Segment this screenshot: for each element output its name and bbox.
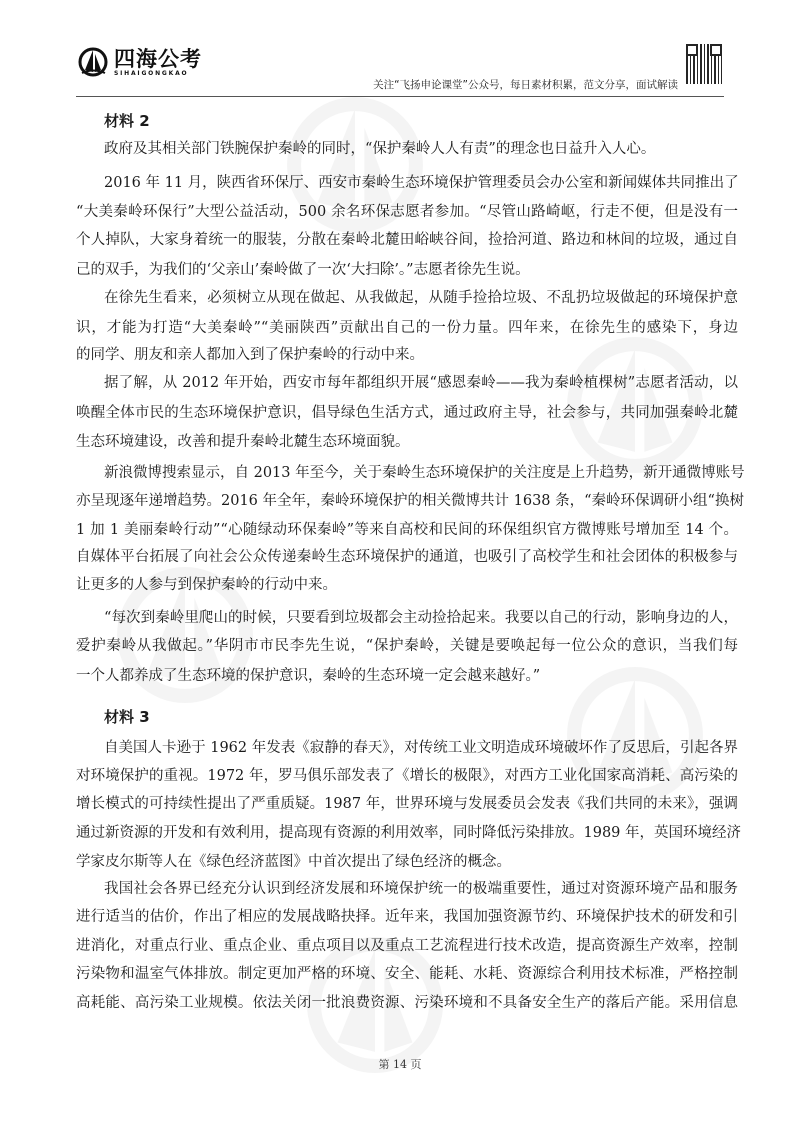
text-line: 唤醒全体市民的生态环境保护意识，倡导绿色生活方式，通过政府主导，社会参与，共同加强秦岭北麓 (76, 405, 738, 421)
logo-english-text: SIHAIGONGKAO (114, 69, 189, 77)
text-line: 我国社会各界已经充分认识到经济发展和环境保护统一的极端重要性，通过对资源环境产品和服务 (104, 881, 738, 897)
text-line: 个人掉队，大家身着统一的服装，分散在秦岭北麓田峪峡谷间，捡拾河道、路边和林间的垃圾，通过自 (76, 232, 738, 248)
text-line: 自媒体平台拓展了向社会公众传递秦岭生态环境保护的通道，也吸引了高校学生和社会团体的积极参与 (76, 549, 738, 565)
text-line: 1 加 1 美丽秦岭行动”“心随绿动环保秦岭”等来自高校和民间的环保组织官方微博账号增加至 14 个。 (76, 522, 738, 538)
text-line: 进消化，对重点行业、重点企业、重点项目以及重点工艺流程进行技术改造，提高资源生产效率，控制 (76, 938, 738, 954)
qr-code-icon (686, 44, 722, 84)
text-line: 通过新资源的开发和有效利用，提高现有资源的利用效率，同时降低污染排放。1989 年，英国环境经济 (76, 825, 742, 841)
text-line: 新浪微博搜索显示，自 2013 年至今，关于秦岭生态环境保护的关注度是上升趋势，新开通微博账号 (104, 465, 745, 481)
section-heading-material-2: 材料 2 (104, 112, 150, 130)
text-line: 一个人都养成了生态环境的保护意识，秦岭的生态环境一定会越来越好。” (76, 668, 541, 684)
text-line: 对环境保护的重视。1972 年，罗马俱乐部发表了《增长的极限》，对西方工业化国家高消耗、高污染的 (76, 768, 738, 784)
text-line: 政府及其相关部门铁腕保护秦岭的同时，“保护秦岭人人有责”的理念也日益升入人心。 (104, 141, 656, 157)
text-line: 高耗能、高污染工业规模。依法关闭一批浪费资源、污染环境和不具备安全生产的落后产能。采用信息 (76, 995, 738, 1011)
text-line: 生态环境建设，改善和提升秦岭北麓生态环境面貌。 (76, 434, 410, 450)
text-line: 在徐先生看来，必须树立从现在做起、从我做起，从随手捡拾垃圾、不乱扔垃圾做起的环境保护意 (104, 290, 738, 306)
sail-logo-icon (78, 46, 108, 78)
page-number: 第 14 页 (378, 1058, 422, 1071)
text-line: 亦呈现逐年递增趋势。2016 年全年，秦岭环境保护的相关微博共计 1638 条，“秦岭环保调研小组“换树 (76, 493, 744, 509)
logo-chinese-text: 四海公考 (114, 46, 202, 71)
text-line: 学家皮尔斯等人在《绿色经济蓝图》中首次提出了绿色经济的概念。 (76, 854, 511, 870)
text-line: “每次到秦岭里爬山的时候，只要看到垃圾都会主动捡拾起来。我要以自己的行动，影响身边的人， (104, 610, 738, 626)
text-line: 己的双手，为我们的‘父亲山’秦岭做了一次‘大扫除’。”志愿者徐先生说。 (76, 262, 530, 278)
brand-logo (78, 46, 202, 78)
text-line: 污染物和温室气体排放。制定更加严格的环境、安全、能耗、水耗、资源综合利用技术标准，严格控制 (76, 966, 738, 982)
text-line: “大美秦岭环保行”大型公益活动，500 余名环保志愿者参加。“尽管山路崎岖，行走不便，但是没有一 (76, 204, 738, 220)
text-line: 据了解，从 2012 年开始，西安市每年都组织开展“感恩秦岭——我为秦岭植棵树”志愿者活动，以 (104, 375, 738, 391)
text-line: 识，才能为打造“大美秦岭”“美丽陕西”贡献出自己的一份力量。四年来，在徐先生的感染下，身边 (76, 320, 738, 336)
text-line: 2016 年 11 月，陕西省环保厅、西安市秦岭生态环境保护管理委员会办公室和新闻媒体共同推出了 (104, 175, 739, 191)
text-line: 让更多的人参与到保护秦岭的行动中来。 (76, 577, 337, 593)
header-divider (76, 96, 724, 97)
text-line: 进行适当的估价，作出了相应的发展战略抉择。近年来，我国加强资源节约、环境保护技术的研发和引 (76, 909, 738, 925)
section-heading-material-3: 材料 3 (104, 708, 150, 726)
header-slogan: 关注“飞扬申论课堂”公众号，每日素材积累，范文分享，面试解读 (373, 79, 678, 91)
text-line: 自美国人卡逊于 1962 年发表《寂静的春天》，对传统工业文明造成环境破坏作了反思后，引起各界 (104, 740, 738, 756)
text-line: 增长模式的可持续性提出了严重质疑。1987 年，世界环境与发展委员会发表《我们共同的未来》，强调 (76, 796, 738, 812)
text-line: 爱护秦岭从我做起。”华阴市市民李先生说，“保护秦岭，关键是要唤起每一位公众的意识，当我们每 (76, 638, 738, 654)
text-line: 的同学、朋友和亲人都加入到了保护秦岭的行动中来。 (76, 347, 424, 363)
